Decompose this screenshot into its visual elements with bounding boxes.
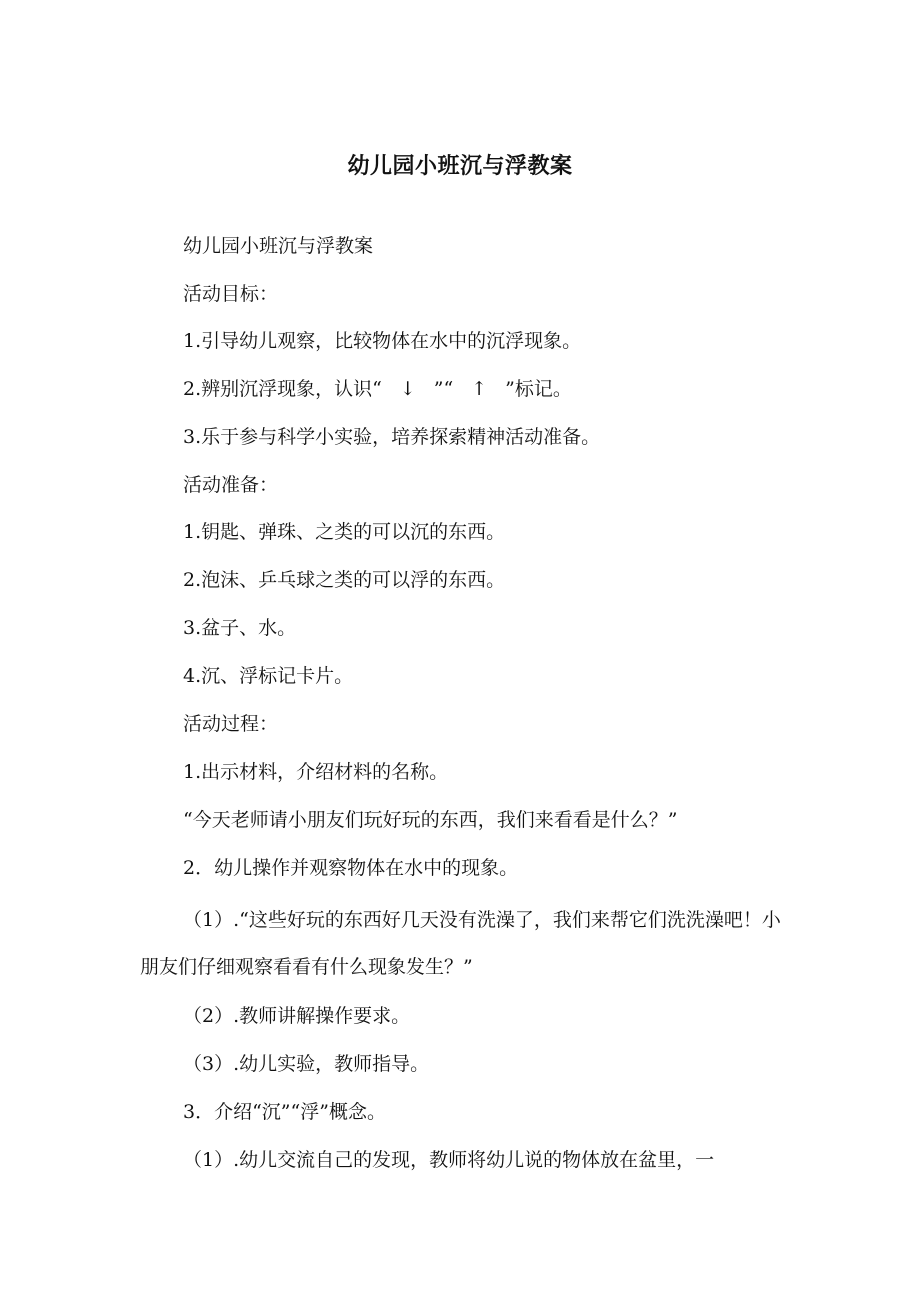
prep-item-4: 4.沉、浮标记卡片。 xyxy=(183,665,354,687)
goal-2-end: ”标记。 xyxy=(505,378,572,400)
goal-item-1: 1.引导幼儿观察，比较物体在水中的沉浮现象。 xyxy=(183,330,582,352)
goals-heading: 活动目标： xyxy=(183,283,279,305)
step-2-3: （3）.幼儿实验，教师指导。 xyxy=(183,1053,430,1075)
step-1-quote: “今天老师请小朋友们玩好玩的东西，我们来看看是什么？” xyxy=(183,809,678,831)
step-3: 3．介绍“沉”“浮”概念。 xyxy=(183,1101,386,1123)
goal-item-2 xyxy=(183,374,572,404)
document-subtitle: 幼儿园小班沉与浮教案 xyxy=(183,235,374,257)
prep-item-1: 1.钥匙、弹珠、之类的可以沉的东西。 xyxy=(183,521,506,543)
document-title: 幼儿园小班沉与浮教案 xyxy=(347,154,573,179)
prep-item-2: 2.泡沫、乒乓球之类的可以浮的东西。 xyxy=(183,569,506,591)
goal-item-3: 3.乐于参与科学小实验，培养探索精神活动准备。 xyxy=(183,426,601,448)
step-2-2: （2）.教师讲解操作要求。 xyxy=(183,1005,411,1027)
goal-2-text: 2.辨别沉浮现象，认识“ xyxy=(183,378,382,400)
process-heading: 活动过程： xyxy=(183,713,279,735)
prep-heading: 活动准备： xyxy=(183,474,279,496)
sink-arrow-icon: ↓ xyxy=(399,378,416,400)
step-1: 1.出示材料，介绍材料的名称。 xyxy=(183,761,449,783)
float-arrow-icon: ↑ xyxy=(471,378,488,400)
step-2-1-paragraph: （1）.“这些好玩的东西好几天没有洗澡了，我们来帮它们洗洗澡吧！小朋友们仔细观察看看有什么现象发生？” xyxy=(140,909,781,978)
step-2: 2．幼儿操作并观察物体在水中的现象。 xyxy=(183,857,519,879)
prep-item-3: 3.盆子、水。 xyxy=(183,617,297,639)
goal-2-middle: ”“ xyxy=(433,378,454,400)
step-3-1: （1）.幼儿交流自己的发现，教师将幼儿说的物体放在盆里，一 xyxy=(183,1149,715,1171)
